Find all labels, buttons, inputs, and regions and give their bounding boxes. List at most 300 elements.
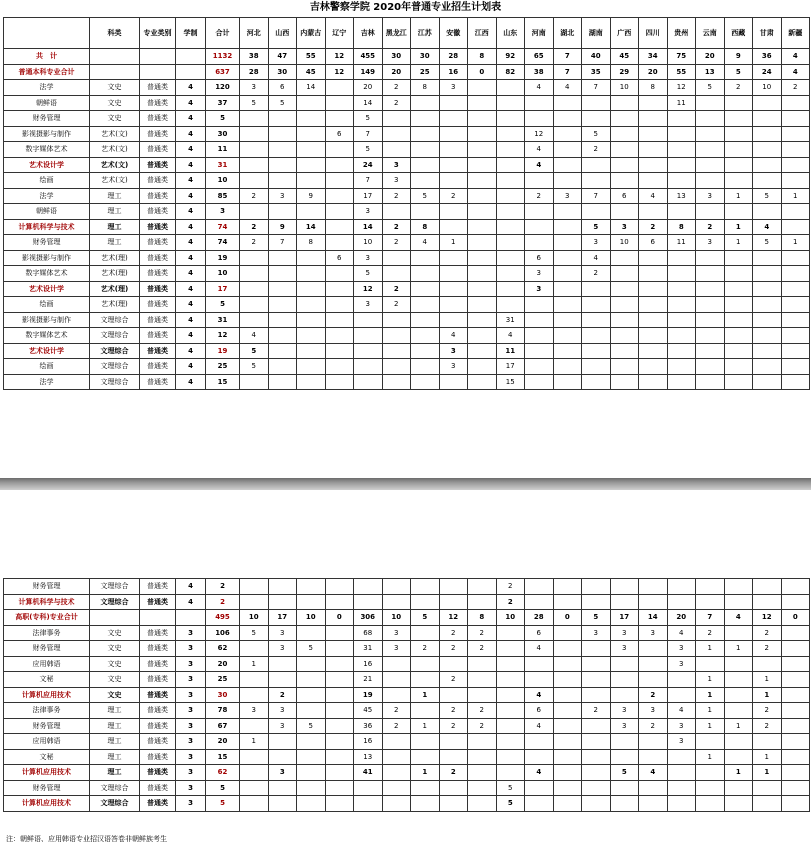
table-cell (696, 734, 725, 750)
header-cell: 黑龙江 (382, 18, 411, 49)
table-row (4, 610, 810, 626)
table-cell (411, 157, 440, 173)
table-cell: 3 (525, 266, 554, 282)
header-cell: 专业类别 (140, 18, 176, 49)
header-cell: 云南 (696, 18, 725, 49)
table-cell (667, 142, 696, 158)
table-cell (696, 204, 725, 220)
table-cell: 16 (439, 64, 468, 80)
table-cell (553, 749, 582, 765)
table-cell (553, 672, 582, 688)
table-cell (696, 359, 725, 375)
table-cell: 45 (297, 64, 326, 80)
table-cell (411, 796, 440, 812)
table-cell (696, 343, 725, 359)
table-cell (496, 297, 525, 313)
table-cell (411, 126, 440, 142)
header-cell: 山东 (496, 18, 525, 49)
table-cell (411, 780, 440, 796)
table-cell (639, 173, 668, 189)
table-cell (781, 297, 810, 313)
table-cell (639, 374, 668, 390)
table-cell: 5 (240, 625, 269, 641)
table-cell (582, 749, 611, 765)
table-cell: 12 (206, 328, 240, 344)
table-cell (439, 250, 468, 266)
table-cell (411, 625, 440, 641)
table-cell: 普通类 (140, 594, 176, 610)
table-cell: 普通类 (140, 672, 176, 688)
table-cell: 2 (753, 718, 782, 734)
table-cell: 5 (206, 796, 240, 812)
table-cell: 4 (753, 219, 782, 235)
table-cell (724, 157, 753, 173)
table-row (4, 188, 810, 204)
table-cell: 4 (176, 312, 206, 328)
table-cell: 25 (206, 359, 240, 375)
table-cell: 4 (667, 625, 696, 641)
major-name-cell: 文秘 (4, 672, 90, 688)
table-cell: 2 (468, 641, 497, 657)
table-cell (468, 343, 497, 359)
table-cell (553, 126, 582, 142)
table-cell (724, 95, 753, 111)
table-cell (667, 157, 696, 173)
table-cell (439, 749, 468, 765)
table-cell: 1 (753, 687, 782, 703)
table-cell (140, 49, 176, 65)
table-cell: 2 (696, 625, 725, 641)
table-cell (610, 157, 639, 173)
table-cell: 5 (206, 297, 240, 313)
table-cell (667, 343, 696, 359)
table-cell: 5 (240, 359, 269, 375)
table-cell: 5 (411, 188, 440, 204)
table-cell (382, 359, 411, 375)
table-cell (724, 579, 753, 595)
table-cell (268, 157, 297, 173)
table-cell (610, 266, 639, 282)
table-cell: 1 (411, 765, 440, 781)
table-cell (468, 594, 497, 610)
table-cell (610, 111, 639, 127)
table-cell (781, 312, 810, 328)
major-name-cell: 高职(专科)专业合计 (4, 610, 90, 626)
table-cell: 4 (176, 235, 206, 251)
table-cell: 文史 (90, 656, 140, 672)
table-cell: 3 (667, 641, 696, 657)
table-cell (496, 656, 525, 672)
table-cell: 4 (525, 765, 554, 781)
table-cell (781, 328, 810, 344)
table-cell (610, 297, 639, 313)
table-cell (297, 734, 326, 750)
table-cell (468, 235, 497, 251)
table-cell (696, 765, 725, 781)
table-cell: 15 (206, 374, 240, 390)
table-cell: 495 (206, 610, 240, 626)
table-cell (639, 734, 668, 750)
table-cell (582, 328, 611, 344)
table-cell (781, 765, 810, 781)
table-cell: 7 (268, 235, 297, 251)
table-cell: 文理综合 (90, 594, 140, 610)
table-cell (325, 235, 354, 251)
table-cell: 8 (411, 80, 440, 96)
table-cell: 14 (354, 219, 383, 235)
table-cell: 10 (496, 610, 525, 626)
table-cell (667, 780, 696, 796)
table-cell: 普通类 (140, 374, 176, 390)
table-cell: 2 (268, 687, 297, 703)
table-cell (753, 297, 782, 313)
table-cell (724, 281, 753, 297)
table-cell: 艺术(文) (90, 157, 140, 173)
table-cell: 20 (696, 49, 725, 65)
table-row (4, 142, 810, 158)
table-row (4, 579, 810, 595)
table-cell: 30 (206, 687, 240, 703)
table-cell: 3 (582, 235, 611, 251)
table-cell: 14 (297, 219, 326, 235)
table-cell: 文史 (90, 95, 140, 111)
table-cell (325, 703, 354, 719)
major-name-cell: 艺术设计学 (4, 281, 90, 297)
table-cell: 普通类 (140, 656, 176, 672)
header-cell: 西藏 (724, 18, 753, 49)
table-cell (553, 111, 582, 127)
table-cell: 7 (553, 64, 582, 80)
table-cell: 92 (496, 49, 525, 65)
table-cell: 13 (667, 188, 696, 204)
table-cell: 120 (206, 80, 240, 96)
table-cell (354, 796, 383, 812)
table-cell: 普通类 (140, 80, 176, 96)
enrollment-plan-table-top (3, 17, 810, 390)
table-cell (724, 204, 753, 220)
table-cell (411, 328, 440, 344)
table-cell (382, 594, 411, 610)
table-cell (240, 250, 269, 266)
table-cell (639, 266, 668, 282)
table-cell (582, 95, 611, 111)
table-cell: 4 (525, 687, 554, 703)
table-cell (268, 343, 297, 359)
table-cell (297, 95, 326, 111)
table-cell (667, 312, 696, 328)
table-cell (496, 703, 525, 719)
table-cell (468, 765, 497, 781)
table-row (4, 328, 810, 344)
major-name-cell: 财务管理 (4, 718, 90, 734)
table-cell: 3 (176, 749, 206, 765)
table-cell (411, 95, 440, 111)
table-cell (411, 579, 440, 595)
table-cell: 47 (268, 49, 297, 65)
table-cell (582, 173, 611, 189)
table-cell: 3 (439, 80, 468, 96)
table-cell: 4 (176, 95, 206, 111)
table-cell: 12 (439, 610, 468, 626)
table-cell (724, 374, 753, 390)
table-cell: 文理综合 (90, 343, 140, 359)
table-cell: 2 (439, 641, 468, 657)
table-cell (382, 656, 411, 672)
table-cell (781, 157, 810, 173)
table-cell (382, 250, 411, 266)
table-cell: 36 (753, 49, 782, 65)
major-name-cell: 计算机科学与技术 (4, 594, 90, 610)
table-cell (240, 765, 269, 781)
table-cell: 2 (382, 235, 411, 251)
table-cell (325, 173, 354, 189)
table-cell (382, 780, 411, 796)
table-cell (781, 95, 810, 111)
table-cell (382, 312, 411, 328)
table-cell (639, 656, 668, 672)
table-cell (582, 297, 611, 313)
table-cell (724, 703, 753, 719)
header-cell: 湖南 (582, 18, 611, 49)
table-cell (553, 765, 582, 781)
table-cell (325, 374, 354, 390)
table-cell: 3 (176, 780, 206, 796)
table-cell (496, 95, 525, 111)
table-cell: 1 (696, 718, 725, 734)
table-cell (468, 297, 497, 313)
table-cell (781, 734, 810, 750)
table-cell (439, 579, 468, 595)
table-cell (297, 672, 326, 688)
table-cell (354, 328, 383, 344)
table-cell: 普通类 (140, 297, 176, 313)
table-cell: 普通类 (140, 703, 176, 719)
table-cell (610, 126, 639, 142)
table-cell: 20 (639, 64, 668, 80)
table-cell (468, 266, 497, 282)
table-cell: 3 (176, 656, 206, 672)
table-cell: 普通类 (140, 579, 176, 595)
table-cell (439, 95, 468, 111)
table-cell: 1 (696, 749, 725, 765)
table-cell (781, 142, 810, 158)
header-cell: 甘肃 (753, 18, 782, 49)
table-cell: 17 (206, 281, 240, 297)
table-cell (753, 780, 782, 796)
table-cell (639, 579, 668, 595)
table-cell (525, 204, 554, 220)
table-cell (525, 796, 554, 812)
table-cell (325, 281, 354, 297)
table-cell: 3 (667, 656, 696, 672)
table-cell (176, 610, 206, 626)
header-cell: 安徽 (439, 18, 468, 49)
table-cell: 2 (382, 703, 411, 719)
table-cell: 12 (325, 49, 354, 65)
table-cell (496, 641, 525, 657)
table-cell: 3 (382, 173, 411, 189)
table-cell (696, 297, 725, 313)
header-cell: 内蒙古 (297, 18, 326, 49)
table-cell: 4 (525, 718, 554, 734)
table-cell: 45 (354, 703, 383, 719)
table-cell (525, 343, 554, 359)
table-cell: 5 (354, 142, 383, 158)
table-cell (639, 641, 668, 657)
table-cell (781, 594, 810, 610)
table-cell (468, 281, 497, 297)
table-cell (354, 374, 383, 390)
table-cell (496, 749, 525, 765)
table-cell: 3 (610, 641, 639, 657)
table-cell (553, 780, 582, 796)
table-cell (297, 328, 326, 344)
table-cell: 普通类 (140, 188, 176, 204)
table-cell: 5 (411, 610, 440, 626)
table-cell: 10 (354, 235, 383, 251)
table-cell: 2 (439, 703, 468, 719)
header-cell: 江西 (468, 18, 497, 49)
table-cell (639, 157, 668, 173)
table-cell (610, 594, 639, 610)
table-cell: 2 (639, 219, 668, 235)
table-cell: 8 (639, 80, 668, 96)
table-cell: 文理综合 (90, 374, 140, 390)
table-cell (496, 204, 525, 220)
table-cell: 12 (667, 80, 696, 96)
table-cell (667, 749, 696, 765)
table-cell (297, 579, 326, 595)
table-cell: 20 (382, 64, 411, 80)
table-cell: 14 (297, 80, 326, 96)
table-cell (439, 297, 468, 313)
table-cell: 14 (639, 610, 668, 626)
table-cell (439, 204, 468, 220)
table-cell (781, 796, 810, 812)
table-cell (753, 656, 782, 672)
table-cell (439, 142, 468, 158)
table-cell (781, 703, 810, 719)
table-cell (696, 173, 725, 189)
table-cell (525, 111, 554, 127)
table-row (4, 250, 810, 266)
table-cell: 13 (354, 749, 383, 765)
table-cell: 0 (781, 610, 810, 626)
major-name-cell: 法律事务 (4, 625, 90, 641)
table-cell: 5 (496, 796, 525, 812)
table-cell: 普通类 (140, 281, 176, 297)
table-cell (468, 579, 497, 595)
table-cell: 1 (781, 235, 810, 251)
table-cell (667, 672, 696, 688)
table-cell (639, 126, 668, 142)
table-row (4, 126, 810, 142)
table-cell (439, 111, 468, 127)
table-cell (724, 749, 753, 765)
table-cell (639, 111, 668, 127)
table-cell (724, 796, 753, 812)
table-cell: 2 (439, 718, 468, 734)
table-cell: 5 (696, 80, 725, 96)
table-cell: 3 (354, 250, 383, 266)
table-cell: 20 (206, 734, 240, 750)
table-cell (268, 142, 297, 158)
table-cell: 11 (667, 235, 696, 251)
table-cell: 37 (206, 95, 240, 111)
table-cell (411, 266, 440, 282)
table-cell (297, 749, 326, 765)
table-cell: 20 (667, 610, 696, 626)
major-name-cell: 应用韩语 (4, 656, 90, 672)
table-cell: 11 (496, 343, 525, 359)
table-cell (610, 796, 639, 812)
table-cell (525, 749, 554, 765)
table-cell (753, 594, 782, 610)
table-cell (610, 579, 639, 595)
table-cell: 4 (525, 80, 554, 96)
table-row (4, 266, 810, 282)
table-cell: 6 (525, 625, 554, 641)
major-name-cell: 计算机应用技术 (4, 796, 90, 812)
table-cell (240, 594, 269, 610)
table-cell (724, 656, 753, 672)
page-break-divider (0, 478, 811, 490)
table-cell (553, 281, 582, 297)
table-cell (781, 173, 810, 189)
table-cell (525, 328, 554, 344)
table-cell (411, 281, 440, 297)
table-cell (724, 594, 753, 610)
table-cell: 4 (639, 188, 668, 204)
table-cell (781, 718, 810, 734)
table-cell (411, 374, 440, 390)
table-cell: 2 (382, 297, 411, 313)
table-cell (411, 111, 440, 127)
table-cell (667, 111, 696, 127)
table-cell (610, 672, 639, 688)
table-cell: 3 (268, 641, 297, 657)
table-cell: 3 (176, 718, 206, 734)
table-cell: 普通类 (140, 250, 176, 266)
table-cell: 普通类 (140, 157, 176, 173)
table-cell (325, 625, 354, 641)
table-cell: 6 (325, 126, 354, 142)
table-cell: 3 (176, 641, 206, 657)
table-cell (382, 374, 411, 390)
header-cell: 科类 (90, 18, 140, 49)
table-cell (639, 95, 668, 111)
table-cell (753, 204, 782, 220)
table-cell (325, 343, 354, 359)
table-cell (439, 173, 468, 189)
table-cell: 20 (206, 656, 240, 672)
table-cell: 3 (176, 687, 206, 703)
table-cell: 55 (667, 64, 696, 80)
table-cell: 普通类 (140, 765, 176, 781)
table-cell (297, 142, 326, 158)
table-cell (354, 579, 383, 595)
table-cell: 2 (206, 579, 240, 595)
table-cell: 3 (176, 765, 206, 781)
table-cell (297, 157, 326, 173)
table-cell: 3 (176, 625, 206, 641)
table-cell (439, 780, 468, 796)
table-cell: 1 (240, 656, 269, 672)
table-cell (468, 328, 497, 344)
table-cell (382, 126, 411, 142)
table-cell: 1 (724, 219, 753, 235)
table-cell: 3 (268, 703, 297, 719)
